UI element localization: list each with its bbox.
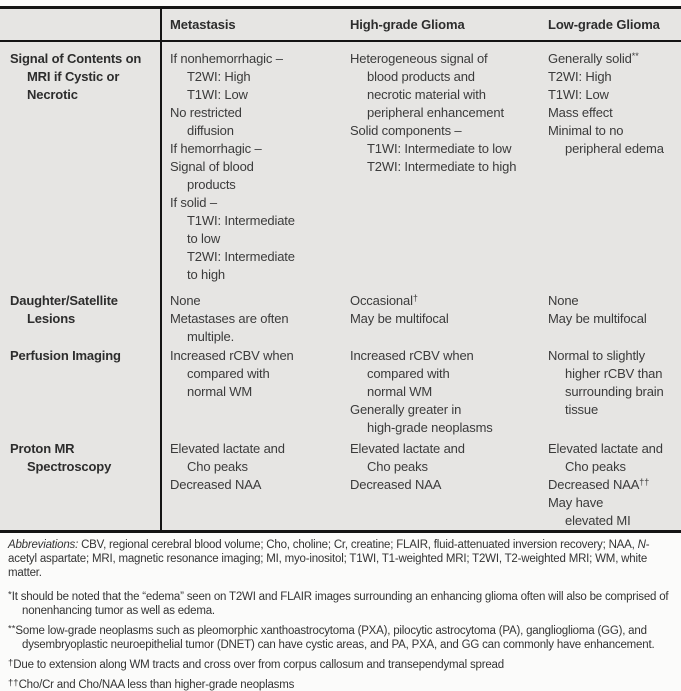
text-line: Increased rCBV when [170, 348, 294, 363]
text-line: Solid components – [350, 123, 462, 138]
table-row [0, 50, 681, 292]
footnote-text: Some low-grade neoplasms such as pleomorphic xanthoastrocytoma (PXA), pilocytic astrocytoma (PA), ganglioglioma (GG), and dysembryoplastic neuroepithelial tumor (DNET) can have cystic areas, and PA, PXA, and GG can commonly have enhancement. [15, 625, 655, 651]
data-cell [160, 50, 340, 292]
header-cell-metastasis: Metastasis [170, 17, 236, 32]
text-line: Elevated lactate and [350, 441, 465, 456]
text-line: MRI if Cystic or [27, 69, 120, 84]
text-line: surrounding brain [565, 384, 664, 399]
text-line: Necrotic [27, 87, 78, 102]
text-line: peripheral enhancement [367, 105, 504, 120]
text-line: T1WI: Low [187, 87, 248, 102]
data-cell [538, 347, 681, 440]
data-cell [340, 50, 538, 292]
table-row [0, 440, 681, 530]
text-line: Perfusion Imaging [10, 348, 121, 363]
data-cell [340, 347, 538, 440]
text-line: compared with [187, 366, 270, 381]
text-line: Elevated lactate and [170, 441, 285, 456]
data-cell [538, 440, 681, 530]
text-line: Decreased NAA [170, 477, 262, 492]
footnote-text: Cho/Cr and Cho/NAA less than higher-grade neoplasms [18, 679, 295, 691]
text-line: Elevated lactate and [548, 441, 663, 456]
footnotes-list [8, 590, 673, 691]
header-cell-low-grade-glioma: Low-grade Glioma [548, 17, 660, 32]
text-line: If solid – [170, 195, 217, 210]
row-label-cell [0, 292, 160, 347]
text-line: normal WM [367, 384, 433, 399]
text-line: normal WM [187, 384, 253, 399]
data-cell [160, 440, 340, 530]
abbrev-italic-text: Abbreviations: [8, 539, 79, 551]
row-label-cell [0, 347, 160, 440]
text-line: Mass effect [548, 105, 613, 120]
footnotes-section [0, 533, 681, 691]
row-label-cell [0, 50, 160, 292]
text-line: T2WI: High [187, 69, 251, 84]
text-line: May be multifocal [350, 311, 449, 326]
table-row [0, 347, 681, 440]
footnote-text: It should be noted that the “edema” seen on T2WI and FLAIR images surrounding an enhancing glioma often will also be comprised of nonenhancing tumor as well as edema. [11, 591, 669, 617]
text-line: peripheral edema [565, 141, 664, 156]
text-line: tissue [565, 402, 599, 417]
text-line: Generally greater in [350, 402, 462, 417]
footnote-marker: ** [631, 51, 639, 61]
text-line: Metastases are often [170, 311, 289, 326]
footnote-marker: † [8, 657, 14, 669]
text-line: May have [548, 495, 604, 510]
text-line: Minimal to no [548, 123, 624, 138]
text-line: Cho peaks [367, 459, 428, 474]
text-line: None [548, 293, 579, 308]
text-line: products [187, 177, 236, 192]
column-divider [160, 9, 162, 530]
text-line: T2WI: Intermediate [187, 249, 295, 264]
text-line: T1WI: Intermediate to low [367, 141, 512, 156]
footnote-marker: †† [639, 477, 650, 487]
abbrev-text: CBV, regional cerebral blood volume; Cho, choline; Cr, creatine; FLAIR, fluid-attenuated inversion recovery; NAA, [78, 539, 638, 551]
abbreviations-paragraph [8, 538, 673, 580]
text-line: elevated MI [565, 513, 631, 528]
text-line: blood products and [367, 69, 475, 84]
text-line: Heterogeneous signal of [350, 51, 488, 66]
footnote-marker: †† [8, 677, 19, 689]
text-line: to high [187, 267, 225, 282]
footnote-marker: † [412, 293, 418, 303]
text-line: If hemorrhagic – [170, 141, 262, 156]
text-line: diffusion [187, 123, 234, 138]
text-line: Cho peaks [565, 459, 626, 474]
text-line: higher rCBV than [565, 366, 663, 381]
text-line: T1WI: Intermediate [187, 213, 295, 228]
text-line: multiple. [187, 329, 235, 344]
data-cell [340, 292, 538, 347]
footnote-text: Due to extension along WM tracts and cross over from corpus callosum and transependymal spread [13, 659, 504, 671]
text-line: Signal of blood [170, 159, 254, 174]
row-label-cell [0, 440, 160, 530]
header-cell-high-grade-glioma: High-grade Glioma [350, 17, 465, 32]
text-line: T1WI: Low [548, 87, 609, 102]
text-line: If nonhemorrhagic – [170, 51, 283, 66]
text-line: Decreased NAA†† [548, 477, 650, 492]
table-body [0, 42, 681, 530]
footnote [8, 678, 673, 691]
abbrev-italic-text: N [637, 539, 646, 551]
text-line: to low [187, 231, 221, 246]
text-line: None [170, 293, 201, 308]
footnote-marker: ** [8, 623, 16, 635]
data-cell [160, 347, 340, 440]
text-line: No restricted [170, 105, 242, 120]
text-line: May be multifocal [548, 311, 647, 326]
text-line: Lesions [27, 311, 76, 326]
text-line: Normal to slightly [548, 348, 645, 363]
text-line: T2WI: Intermediate to high [367, 159, 517, 174]
text-line: Spectroscopy [27, 459, 112, 474]
abbrev-text: -acetyl aspartate; MRI, magnetic resonance imaging; MI, myo-inositol; T1WI, T1-weighted MRI; T2WI, T2-weighted MRI; WM, white matter. [8, 539, 650, 579]
text-line: Increased rCBV when [350, 348, 474, 363]
text-line: Cho peaks [187, 459, 248, 474]
text-line: Proton MR [10, 441, 75, 456]
text-line: high-grade neoplasms [367, 420, 493, 435]
text-line: necrotic material with [367, 87, 486, 102]
text-line: compared with [367, 366, 450, 381]
table-header [0, 9, 681, 42]
table-row [0, 292, 681, 347]
comparison-table [0, 6, 681, 533]
footnote [8, 624, 673, 652]
text-line: Daughter/Satellite [10, 293, 118, 308]
data-cell [538, 50, 681, 292]
text-line: T2WI: High [548, 69, 612, 84]
text-line: Decreased NAA [350, 477, 442, 492]
data-cell [160, 292, 340, 347]
footnote [8, 658, 673, 672]
data-cell [538, 292, 681, 347]
footnote-marker: * [8, 589, 12, 601]
footnote [8, 590, 673, 618]
data-cell [340, 440, 538, 530]
text-line: Signal of Contents on [10, 51, 142, 66]
text-line: Generally solid** [548, 51, 639, 66]
text-line: Occasional† [350, 293, 418, 308]
